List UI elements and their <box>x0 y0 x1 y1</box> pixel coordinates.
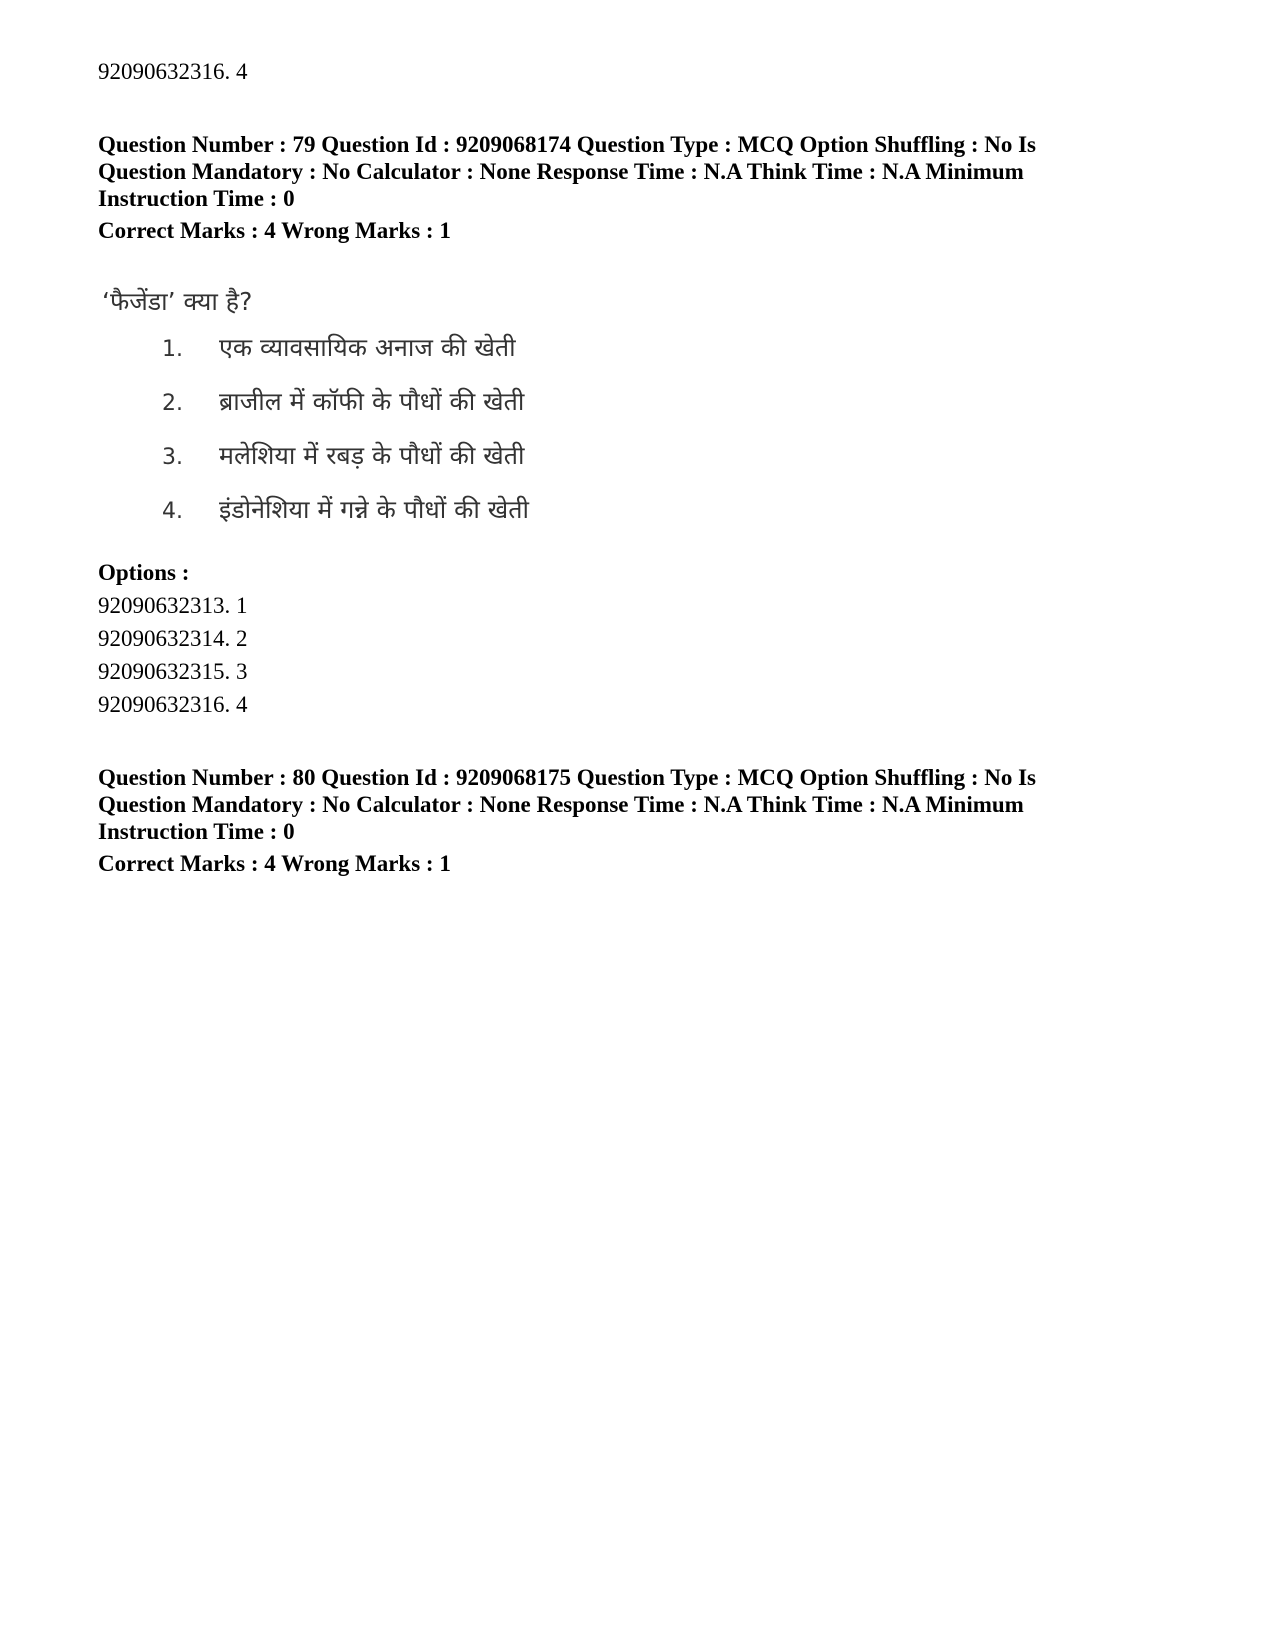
choice-text: मलेशिया में रबड़ के पौधों की खेती <box>219 441 525 470</box>
question-80-meta-line-3: Instruction Time : 0 <box>98 819 295 844</box>
choice-text: इंडोनेशिया में गन्ने के पौधों की खेती <box>219 495 529 524</box>
choice-number: 3. <box>162 445 183 470</box>
question-79-meta-line-2: Question Mandatory : No Calculator : None Response Time : N.A Think Time : N.A Minimum <box>98 159 1024 184</box>
choice-text: ब्राजील में कॉफी के पौधों की खेती <box>219 387 525 416</box>
question-79-option-4: 92090632316. 4 <box>98 692 248 717</box>
question-79-options-label: Options : <box>98 560 190 585</box>
choice-text: एक व्यावसायिक अनाज की खेती <box>219 333 516 362</box>
question-79-stem: ‘फैजेंडा’ क्या है? <box>102 287 253 316</box>
question-79-choice-2 <box>162 384 524 418</box>
question-80-meta-line-1: Question Number : 80 Question Id : 9209068175 Question Type : MCQ Option Shuffling : No Is <box>98 765 1037 790</box>
choice-number: 2. <box>162 391 183 416</box>
question-79-choice-1 <box>162 330 516 364</box>
question-79-meta-line-3: Instruction Time : 0 <box>98 186 295 211</box>
question-80-meta-line-2: Question Mandatory : No Calculator : None Response Time : N.A Think Time : N.A Minimum <box>98 792 1024 817</box>
question-79-option-1: 92090632313. 1 <box>98 593 248 618</box>
question-80-marks: Correct Marks : 4 Wrong Marks : 1 <box>98 851 451 876</box>
question-79-choice-4 <box>162 492 529 526</box>
previous-option-line: 92090632316. 4 <box>98 59 248 84</box>
question-79-option-3: 92090632315. 3 <box>98 659 248 684</box>
choice-number: 4. <box>162 499 183 524</box>
question-79-header <box>98 131 1036 213</box>
question-79-image <box>98 280 558 555</box>
question-79-choice-3 <box>162 438 524 472</box>
question-80-header <box>98 764 1036 846</box>
question-79-option-2: 92090632314. 2 <box>98 626 248 651</box>
question-79-marks: Correct Marks : 4 Wrong Marks : 1 <box>98 218 451 243</box>
question-79-meta-line-1: Question Number : 79 Question Id : 9209068174 Question Type : MCQ Option Shuffling : No Is <box>98 132 1037 157</box>
choice-number: 1. <box>162 337 183 362</box>
